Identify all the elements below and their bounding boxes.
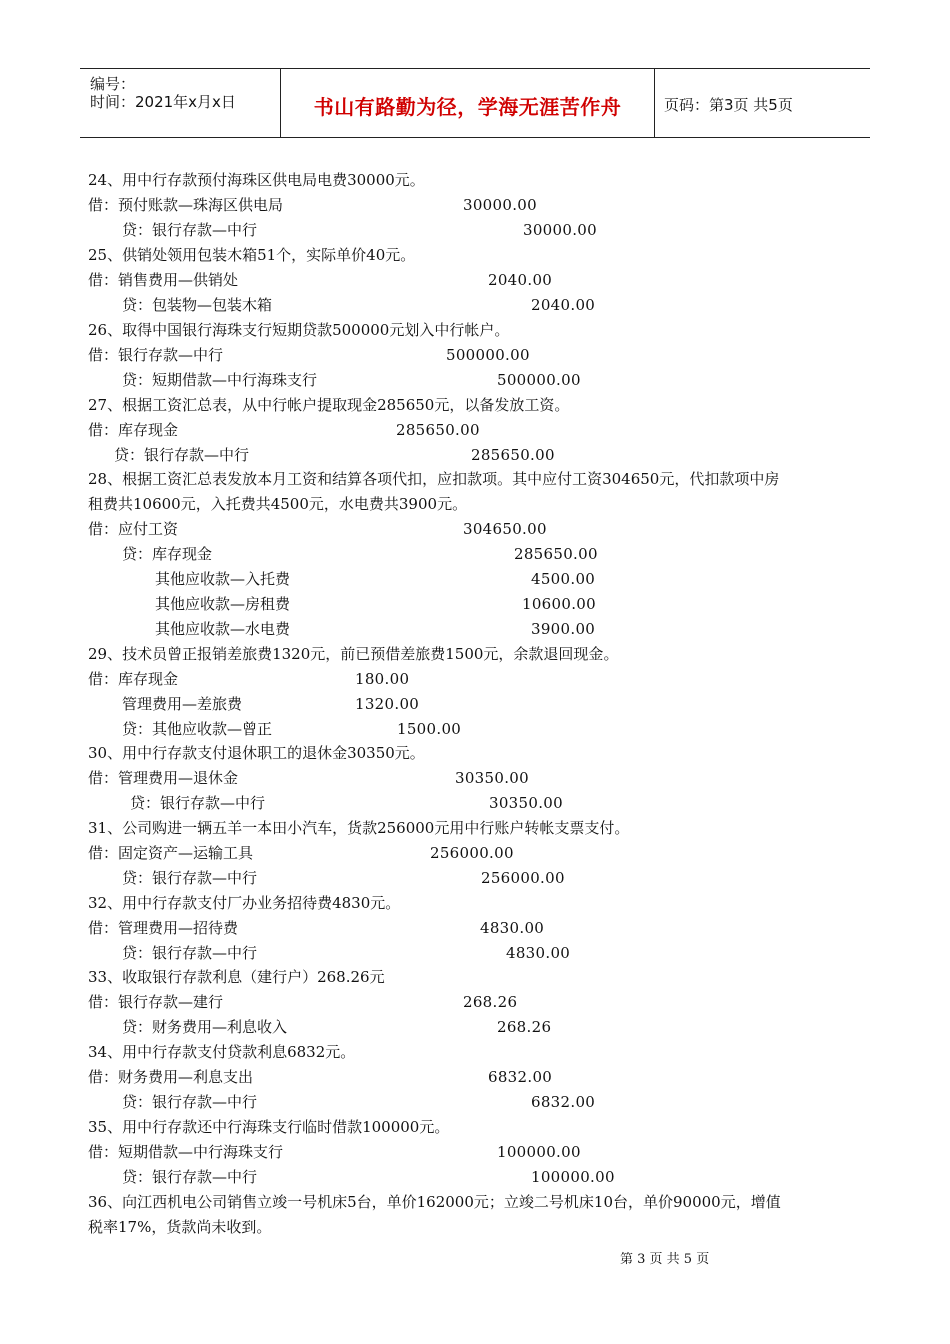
debit-amount: 1320.00 — [355, 695, 420, 713]
debit-line: 借：管理费用—退休金 — [88, 769, 239, 787]
debit-amount: 285650.00 — [396, 421, 480, 439]
debit-line: 借：预付账款—珠海区供电局 — [88, 196, 284, 214]
debit-line: 借：财务费用—利息支出 — [88, 1068, 254, 1086]
debit-line: 借：短期借款—中行海珠支行 — [88, 1143, 284, 1161]
debit-line: 借：应付工资 — [88, 520, 179, 538]
debit-amount: 4830.00 — [480, 919, 545, 937]
debit-line: 借：银行存款—中行 — [88, 346, 224, 364]
debit-amount: 500000.00 — [446, 346, 530, 364]
credit-amount: 30000.00 — [523, 221, 597, 239]
debit-line: 借：银行存款—建行 — [88, 993, 224, 1011]
header-motto: 书山有路勤为径，学海无涯苦作舟 — [313, 95, 622, 119]
entry-description: 31、公司购进一辆五羊一本田小汽车，货款256000元用中行账户转帐支票支付。 — [88, 819, 630, 837]
debit-line: 借：库存现金 — [88, 670, 179, 688]
credit-line: 贷：其他应收款—曾正 — [122, 720, 273, 738]
page-footer: 第 3 页 共 5 页 — [620, 1252, 710, 1267]
credit-line: 贷：包装物—包装木箱 — [122, 296, 273, 314]
credit-line: 贷：银行存款—中行 — [122, 944, 258, 962]
entry-description: 24、用中行存款预付海珠区供电局电费30000元。 — [88, 171, 425, 189]
entry-description: 27、根据工资汇总表，从中行帐户提取现金285650元，以备发放工资。 — [88, 396, 570, 414]
entry-description: 32、用中行存款支付厂办业务招待费4830元。 — [88, 894, 401, 912]
credit-amount: 268.26 — [497, 1018, 552, 1036]
credit-amount: 6832.00 — [531, 1093, 596, 1111]
credit-amount: 285650.00 — [471, 446, 555, 464]
debit-line: 借：管理费用—招待费 — [88, 919, 239, 937]
entry-description: 29、技术员曾正报销差旅费1320元，前已预借差旅费1500元，余款退回现金。 — [88, 645, 619, 663]
credit-amount: 1500.00 — [397, 720, 462, 738]
header-meta-cell — [80, 69, 280, 137]
credit-line: 其他应收款—水电费 — [155, 620, 291, 638]
credit-amount: 10600.00 — [522, 595, 596, 613]
debit-amount: 30000.00 — [463, 196, 537, 214]
credit-amount: 4830.00 — [506, 944, 571, 962]
credit-line: 贷：短期借款—中行海珠支行 — [122, 371, 318, 389]
credit-line: 贷：银行存款—中行 — [122, 869, 258, 887]
credit-amount: 4500.00 — [531, 570, 596, 588]
credit-line: 其他应收款—入托费 — [155, 570, 291, 588]
document-number-label: 编号： — [90, 75, 136, 93]
entry-description-continued: 租费共10600元，入托费共4500元，水电费共3900元。 — [88, 495, 468, 513]
entry-description: 25、供销处领用包装木箱51个，实际单价40元。 — [88, 246, 416, 264]
debit-amount: 100000.00 — [497, 1143, 581, 1161]
credit-amount: 256000.00 — [481, 869, 565, 887]
debit-line: 借：销售费用—供销处 — [88, 271, 239, 289]
entry-description: 34、用中行存款支付贷款利息6832元。 — [88, 1043, 356, 1061]
debit-amount: 268.26 — [463, 993, 518, 1011]
debit-line: 管理费用—差旅费 — [122, 695, 243, 713]
document-header — [80, 68, 870, 138]
entry-description: 36、向江西机电公司销售立竣一号机床5台，单价162000元；立竣二号机床10台，单价90000元，增值 — [88, 1193, 781, 1211]
credit-line: 贷：财务费用—利息收入 — [122, 1018, 288, 1036]
header-page-cell — [654, 69, 870, 137]
credit-line: 贷：银行存款—中行 — [122, 221, 258, 239]
debit-amount: 256000.00 — [430, 844, 514, 862]
debit-amount: 30350.00 — [455, 769, 529, 787]
entry-description: 35、用中行存款还中行海珠支行临时借款100000元。 — [88, 1118, 450, 1136]
credit-line: 其他应收款—房租费 — [155, 595, 291, 613]
entry-description: 30、用中行存款支付退休职工的退休金30350元。 — [88, 744, 425, 762]
credit-line: 贷：银行存款—中行 — [122, 1168, 258, 1186]
entry-description-continued: 税率17%，货款尚未收到。 — [88, 1218, 272, 1236]
header-page-info: 页码：第3页 共5页 — [664, 96, 793, 114]
credit-amount: 2040.00 — [531, 296, 596, 314]
credit-amount: 285650.00 — [514, 545, 598, 563]
debit-amount: 180.00 — [355, 670, 410, 688]
debit-line: 借：库存现金 — [88, 421, 179, 439]
credit-line: 贷：库存现金 — [122, 545, 213, 563]
debit-amount: 6832.00 — [488, 1068, 553, 1086]
entry-description: 28、根据工资汇总表发放本月工资和结算各项代扣，应扣款项。其中应付工资304650元，代扣款项中房 — [88, 470, 780, 488]
entry-description: 33、收取银行存款利息（建行户）268.26元 — [88, 968, 385, 986]
entry-description: 26、取得中国银行海珠支行短期贷款500000元划入中行帐户。 — [88, 321, 510, 339]
credit-amount: 500000.00 — [497, 371, 581, 389]
credit-amount: 100000.00 — [531, 1168, 615, 1186]
debit-amount: 2040.00 — [488, 271, 553, 289]
credit-line: 贷：银行存款—中行 — [122, 1093, 258, 1111]
document-time-label: 时间：2021年x月x日 — [90, 93, 236, 111]
credit-amount: 30350.00 — [489, 794, 563, 812]
header-motto-cell — [280, 69, 655, 137]
credit-line: 贷：银行存款—中行 — [130, 794, 266, 812]
debit-amount: 304650.00 — [463, 520, 547, 538]
credit-line: 贷：银行存款—中行 — [114, 446, 250, 464]
credit-amount: 3900.00 — [531, 620, 596, 638]
debit-line: 借：固定资产—运输工具 — [88, 844, 254, 862]
